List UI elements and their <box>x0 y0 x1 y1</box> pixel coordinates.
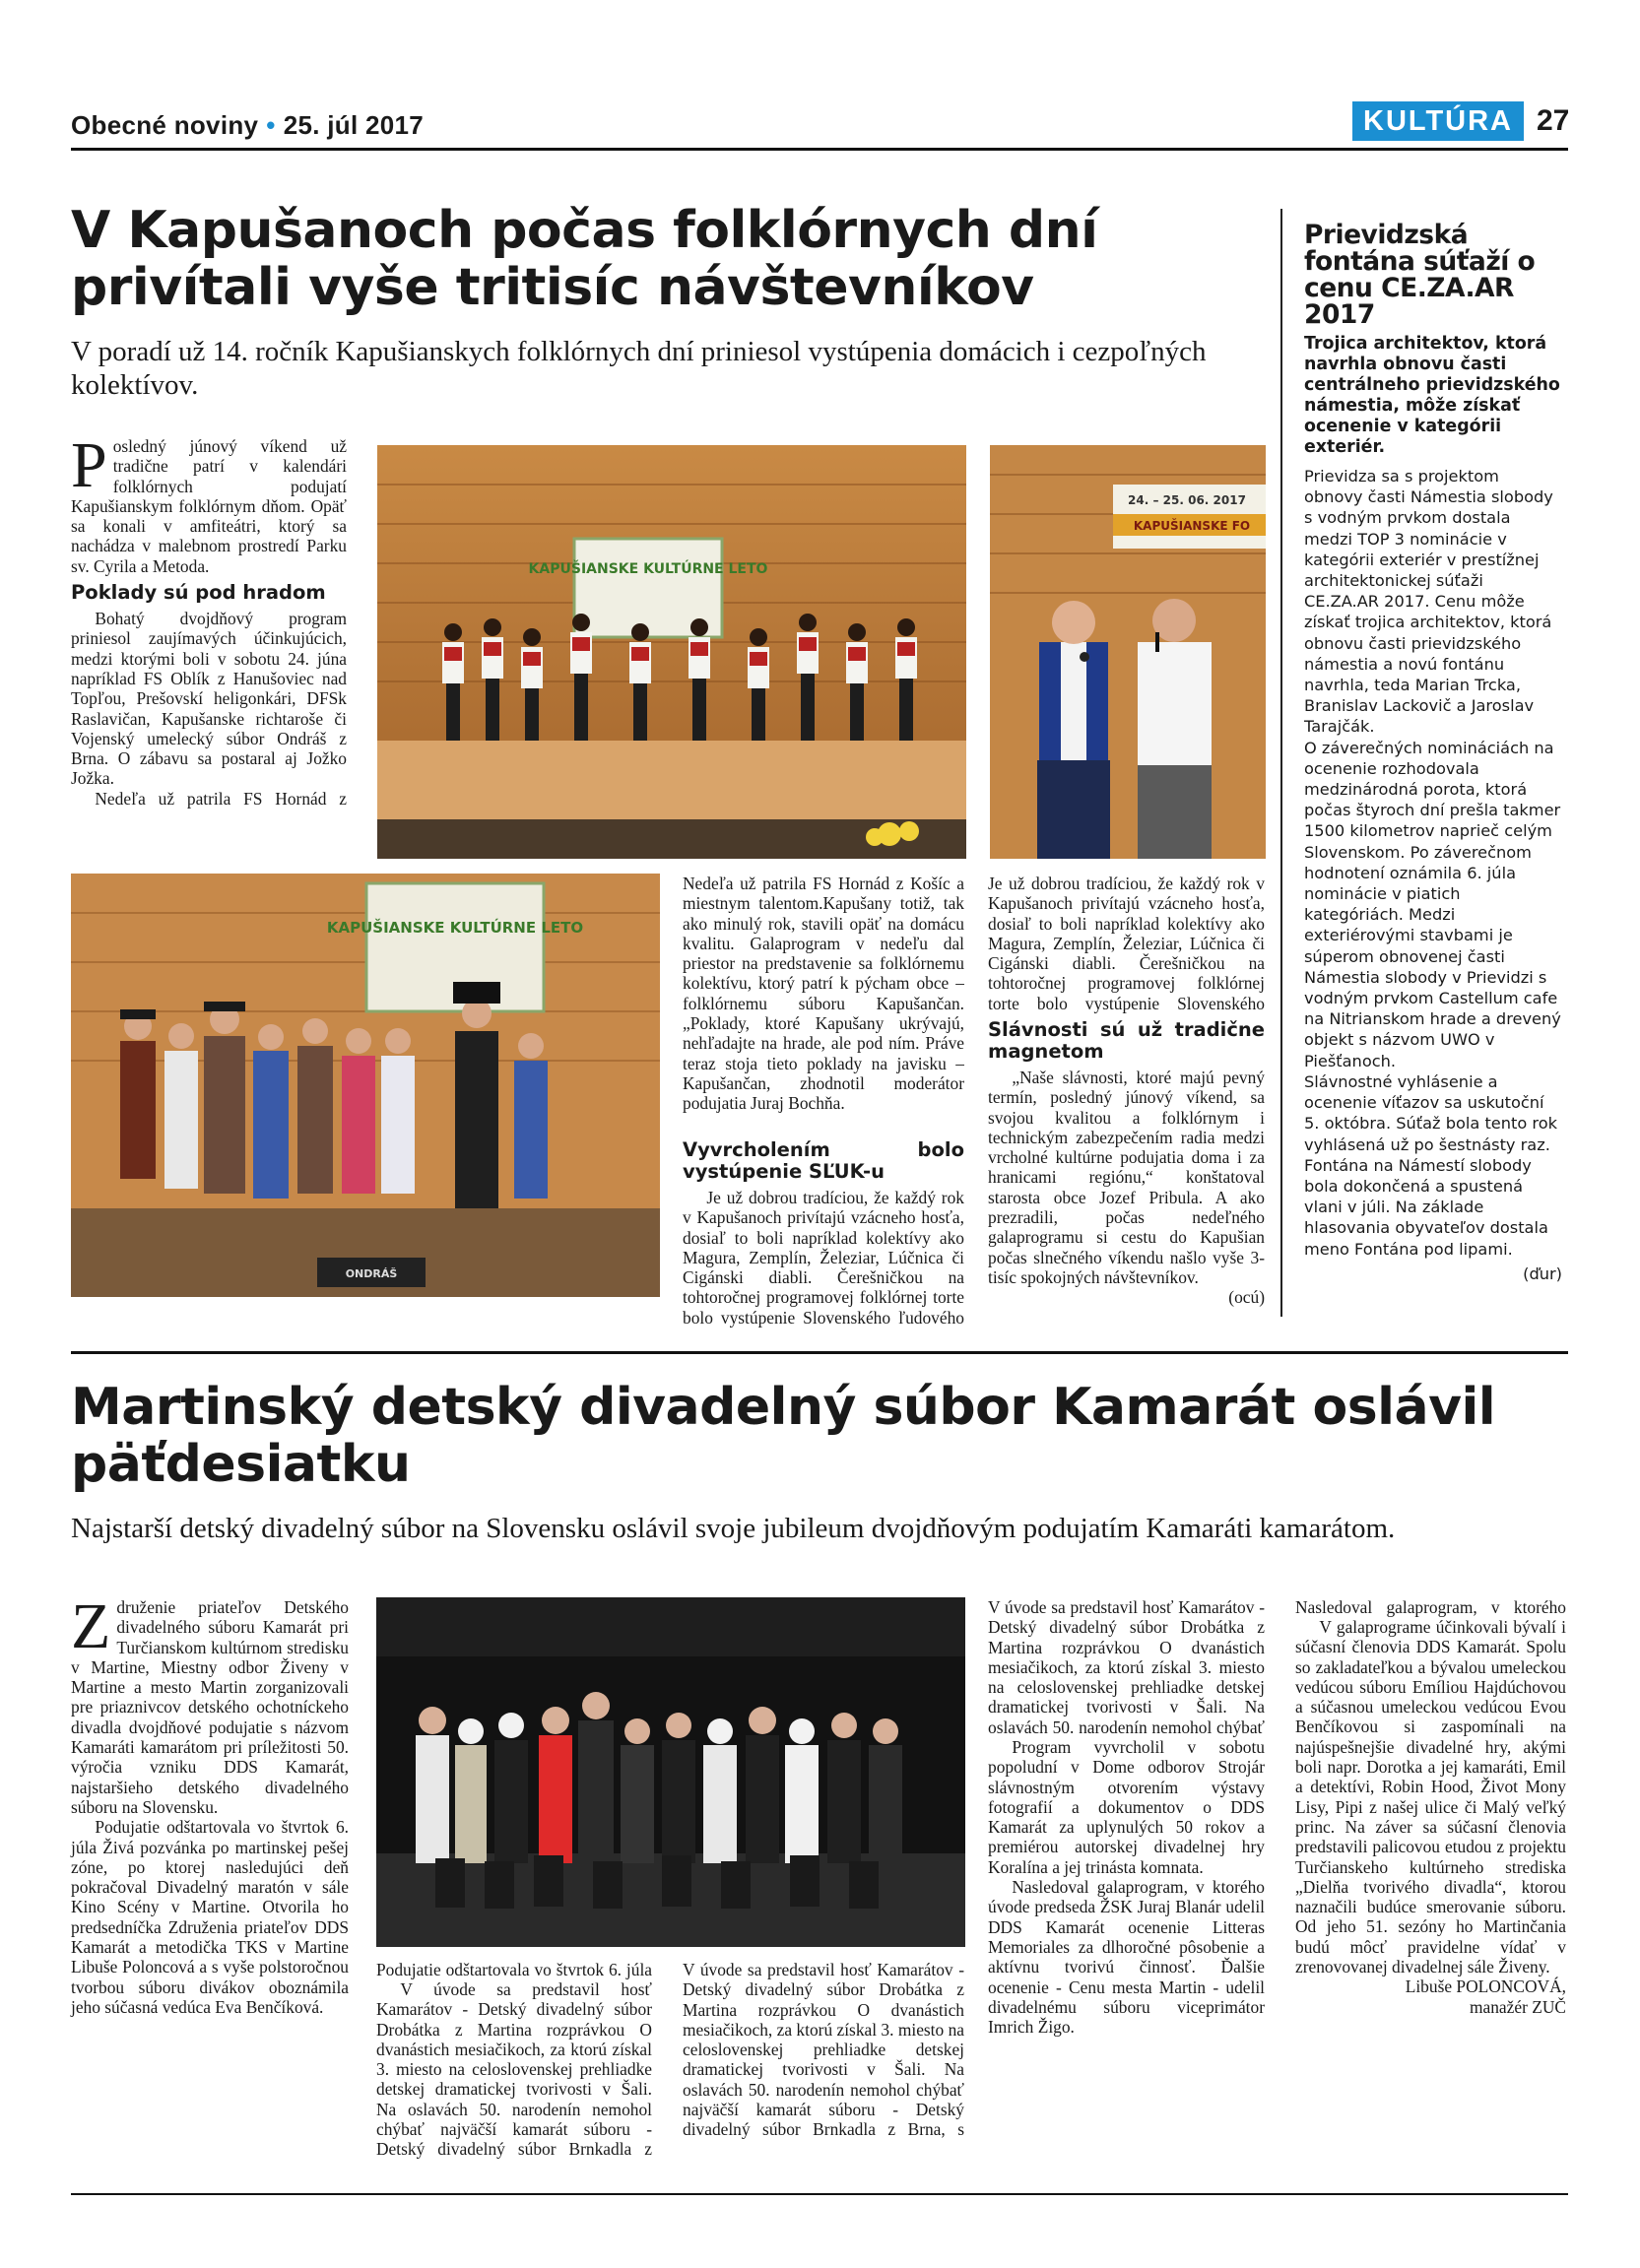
photo-speakers <box>990 445 1266 859</box>
article2-column-1 <box>71 1590 349 2017</box>
article2-paragraph: V úvode sa predstavil hosť Kamarátov - Detský divadelný súbor Drobátka z Martina rozprávkou O dvanástich mesiačikoch, za ktorú získal 3. miesto na celoslovenskej prehliadke detskej dramatickej tvorivosti v Šali. Na oslavách 50. narodenín nemohol chýbať <box>988 1597 1265 1737</box>
article2-column-5 <box>1295 1597 1566 2017</box>
banner-text: KAPUŠIANSKE KULTÚRNE LETO <box>528 561 768 577</box>
photo-folk-dancers <box>377 445 966 859</box>
paper-name: Obecné noviny <box>71 110 259 140</box>
separator-dot: • <box>266 110 276 140</box>
article1-subheading: Vyvrcholením bolo vystúpenie SĽUK-u <box>683 1138 964 1183</box>
article1-headline: V Kapušanoch počas folklórnych dní privítali vyše tritisíc návštevníkov <box>71 201 1098 317</box>
photo-folk-ensemble <box>71 874 660 1297</box>
article1-paragraph: Bohatý dvojdňový program priniesol zaujímavých účinkujúcich, medzi ktorými boli v sobotu 24. júna napríklad FS Oblík z Hanušoviec nad Topľou, Prešovskí heligonkári, DFSk Raslavičan, Kapušanske richtaroše či Vojenský umelecký súbor Ondráš z Brna. O zábavu sa postaral aj Jožko Jožka. <box>71 609 347 789</box>
sidebar-signature: (ďur) <box>1523 1264 1562 1283</box>
article2-column-3 <box>683 1960 964 2140</box>
masthead <box>71 110 424 141</box>
footer-rule <box>71 2193 1568 2195</box>
article2-paragraph: V úvode sa predstavil hosť Kamarátov - Detský divadelný súbor Drobátka z Martina rozprávkou O dvanástich mesiačikoch, za ktorú získal 3. miesto na celoslovenskej prehliadke detskej dramatickej tvorivosti v Šali. Na oslavách 50. narodenín nemohol chýbať najväčší kamarát súboru - Detský divadelný súbor Brnkadla z <box>376 1979 652 2160</box>
article1-column-1 <box>71 429 347 809</box>
sidebar-lead: Trojica architektov, ktorá navrhla obnovu časti centrálneho prievidzského námestia, môže získať ocenenie v kategórii exteriér. <box>1304 334 1560 457</box>
page-number: 27 <box>1537 104 1570 137</box>
article1-column-2 <box>683 874 964 1328</box>
drop-cap: P <box>71 429 107 501</box>
article2-paragraph: Podujatie odštartovala vo štvrtok 6. júla Živá pozvánka po martinskej pešej zóne, po ktorej nasledujúci deň pokračoval Divadelný maratón v sále Kino Scény v Martine. Otvorila ho predsedníčka Združenia priateľov DDS Kamarát a metodička TKS v Martine Libuše Poloncová a s vyše polstoročnou tvorbou súboru divákov oboznámila jeho súčasná vedúca Eva Benčíková. <box>71 1817 349 2017</box>
article1-paragraph: Je už dobrou tradíciou, že každý rok v Kapušanoch privítajú vzácneho hosťa, dosiaľ to boli napríklad kolektívy ako Magura, Zemplín, Železiar, Lúčnica či Cigánski diabli. Čerešničkou na tohtoročnej programovej folklórnej torte bolo vystúpenie Slovenského ľudového <box>683 1188 964 1328</box>
article1-subheading: Poklady sú pod hradom <box>71 581 326 605</box>
sidebar-rule <box>1280 209 1282 1317</box>
sidebar-paragraph: Slávnostné vyhlásenie a ocenenie víťazov sa uskutoční 5. októbra. Súťaž bola tento rok vyhlásená už po šestnásty raz. Fontána na Námestí slobody bola dokončená a spustená vlani v júli. Na základe hlasovania obyvateľov dostala meno Fontána pod lipami. <box>1304 1071 1557 1259</box>
article2-paragraph: Nasledoval galaprogram, v ktorého úvode predseda ŽSK Juraj Blanár udelil DDS Kamarát ocenenie Litteras Memoriales za dlhoročné pôsobenie a aktívnu tvorivú činnosť. Ďalšie ocenenie - Cenu mesta Martin - udelil divadelnému súboru viceprimátor Imrich Žigo. <box>988 1877 1265 2038</box>
sidebar-paragraph: O záverečných nomináciách na ocenenie rozhodovala medzinárodná porota, ktorá počas štyroch dní prešla takmer 1500 kilometrov naprieč celým Slovenskom. Po záverečnom hodnotení oznámila 6. júla nominácie v piatich kategóriách. Medzi exteriérovými stavbami je súperom obnovenej časti Námestia slobody v Prievidzi s vodným prvkom Castellum cafe na Nitrianskom hrade a drevený objekt s názvom UWO v Piešťanoch. <box>1304 738 1561 1070</box>
article-divider <box>71 1351 1568 1354</box>
sidebar-paragraph: Prievidza sa s projektom obnovy časti Námestia slobody s vodným prvkom dostala medzi TOP 3 nominácie v kategórii exteriér v prestížnej architektonickej súťaži CE.ZA.AR 2017. Cenu môže získať trojica architektov, ktorá obnovu časti prievidzského námestia a novú fontánu navrhla, teda Marian Trcka, Branislav Lackovič a Jaroslav Tarajčák. <box>1304 467 1553 737</box>
banner-text: KAPUŠIANSKE FO <box>1133 519 1251 533</box>
article2-paragraph: V galaprograme účinkovali bývalí i súčasní členovia DDS Kamarát. Spolu so zakladateľkou a bývalou umeleckou vedúcou súboru Emíliou Hajdúchovou a súčasnou umeleckou vedúcou Evou Benčíkovou si zaspomínali na najúspešnejšie divadelné hry, akými boli napr. Dorotka a jej kamaráti, Emil a detektívi, Robin Hood, Život Mony Lisy, Pipi z našej ulice či Malý veľký princ. Na záver sa súčasní členovia predstavili palicovou etudou z projektu Turčianskeho kultúrneho strediska „Dielňa tvorivého divadla“, ktorou naznačili budúce smerovanie súboru. Od jeho 51. sezóny ho Martinčania budú môcť pravidelne vídať v zrenovovanej divadelnej sále Živeny. <box>1295 1617 1566 1977</box>
article2-column-4 <box>988 1597 1265 2037</box>
header-rule <box>71 148 1568 151</box>
photo-theatre-group <box>376 1597 965 1947</box>
article2-paragraph: druženie priateľov Detského divadelného súboru Kamarát pri Turčianskom kultúrnom stredisku v Martine, Miestny odbor Živeny v Martine a mesto Martin zorganizovali pre priaznivcov detského ochotníckeho divadla dvojdňové podujatie s názvom Kamaráti kamarátom pri príležitosti 50. výročia vzniku DDS Kamarát, najstaršieho detského divadelného súboru na Slovensku. <box>71 1597 349 1817</box>
article2-lead: Najstarší detský divadelný súbor na Slovensku oslávil svoje jubileum dvojdňovým podujatím Kamaráti kamarátom. <box>71 1513 1396 1544</box>
section-label: KULTÚRA <box>1352 101 1524 141</box>
article1-paragraph: osledný júnový víkend už tradične patrí v kalendári folklórnych podujatí Kapušianskym folklórnym dňom. Opäť sa konali v amfiteátri, ktorý sa nachádza v malebnom prostredí Parku sv. Cyrila a Metoda. <box>71 436 347 576</box>
sidebar-headline: Prievidzská fontána súťaží o cenu CE.ZA.AR 2017 <box>1304 220 1536 330</box>
article2-signature-role: manažér ZUČ <box>1469 1996 1566 2017</box>
article2-signature-name: Libuše POLONCOVÁ, <box>1405 1976 1566 1997</box>
article2-column-2 <box>376 1960 652 2160</box>
article2-paragraph: V úvode sa predstavil hosť Kamarátov - Detský divadelný súbor Drobátka z Martina rozprávkou O dvanástich mesiačikoch, za ktorú získal 3. miesto na celoslovenskej prehliadke detskej dramatickej tvorivosti v Šali. Na oslavách 50. narodenín nemohol chýbať najväčší kamarát súboru - Detský divadelný súbor Brnkadla z Brna, s <box>683 1960 964 2140</box>
article2-paragraph: Nasledoval galaprogram, v ktorého <box>1295 1597 1566 1617</box>
banner-date: 24. – 25. 06. 2017 <box>1128 493 1246 507</box>
article1-lead: V poradí už 14. ročník Kapušianskych folklórnych dní priniesol vystúpenia domácich i cezpoľných kolektívov. <box>71 336 1207 401</box>
issue-date: 25. júl 2017 <box>283 110 425 140</box>
article1-signature: (ocú) <box>1228 1287 1265 1308</box>
article2-paragraph: Program vyvrcholil v sobotu popoludní v Dome odborov Strojár slávnostným otvorením výstavy fotografií a dokumentov o DDS Kamarát za uplynulých 50 rokov a premiérou autorskej divadelnej hry Koralína a jej trinásta komnata. <box>988 1737 1265 1877</box>
article1-paragraph: Nedeľa už patrila FS Hornád z <box>95 788 347 809</box>
sidebar-article <box>1304 222 1562 1284</box>
article2-paragraph: Podujatie odštartovala vo štvrtok 6. júla <box>376 1960 652 1979</box>
banner-text: KAPUŠIANSKE KULTÚRNE LETO <box>326 919 584 937</box>
drop-cap: Z <box>71 1590 111 1662</box>
article1-subheading: Slávnosti sú už tradične magnetom <box>988 1018 1265 1063</box>
article1-column-3 <box>988 874 1265 1308</box>
article1-paragraph: „Naše slávnosti, ktoré majú pevný termín, posledný júnový víkend, sa svojou kvalitou a folklórnym i technickým zabezpečením radia medzi vrcholné kultúrne podujatia doma i za hranicami regiónu,“ konštatoval starosta obce Jozef Pribula. A ako prezradili, počas nedeľného galaprogramu si cestu do Kapušian počas slnečného víkendu našlo vyše 3-tisíc spokojných návštevníkov. <box>988 1068 1265 1287</box>
drum-text: ONDRÁŠ <box>345 1267 398 1280</box>
article1-paragraph: Je už dobrou tradíciou, že každý rok v Kapušanoch privítajú vzácneho hosťa, dosiaľ to boli napríklad kolektívy ako Magura, Zemplín, Železiar, Lúčnica či Cigánski diabli. Čerešničkou na tohtoročnej programovej folklórnej torte bolo vystúpenie Slovenského <box>988 874 1265 1013</box>
article1-paragraph: Nedeľa už patrila FS Hornád z Košíc a miestnym talentom.Kapušany totiž, tak ako minulý rok, stavili opäť na domácu kvalitu. Galaprogram v nedeľu dal priestor na predstavenie sa folklórnemu kolektívu, ktorý patrí k pýcham obce – folklórnemu súboru Kapušančan. „Poklady, ktoré Kapušany ukrývajú, nehľadajte na hrade, ale pod ním. Práve teraz stoja tieto poklady na javisku – Kapušančan, zhodnotil moderátor podujatia Juraj Bochňa. <box>683 874 964 1114</box>
article2-headline: Martinský detský divadelný súbor Kamarát oslávil päťdesiatku <box>71 1378 1496 1494</box>
sidebar-body <box>1304 466 1562 1284</box>
